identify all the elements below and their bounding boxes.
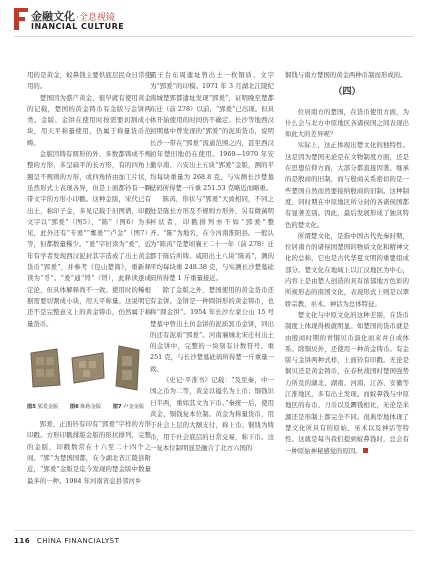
coin-figures xyxy=(27,338,151,398)
ying-yuan-gold-plate-image xyxy=(27,347,63,389)
paragraph: 除了金版之外，楚国使用的黄金货币还有金饼。金饼是一种圆饼形的黄金铸币，也称“圆金饼”。1954 年长沙左家公山 15 号楚墓中曾出土仿金饼的泥质冥币金饼，同出的还有泥质“郢爰”。河南襄城北宋庄村出土的金饼中，完整的一块刻有计数符号，重 251 克，与长沙楚墓砝码所得楚一斤重量一致。 xyxy=(150,285,274,373)
paragraph: 楚国因为盛产黄金，很早就有使用黄金的记载，楚国的黄金铸币有金版与金饼两类。金版、金饼在使用时按需要切割成小块，用天平称量使用，仍属于称量货币范畴。 xyxy=(27,93,151,147)
column-1 xyxy=(27,70,151,487)
paragraph: 实际上，这正体现出楚文化的独特性。这是因为楚国无论是在文物制度方面，还是在思想信仰方面，大部分都直接因袭、继承的是殷商的旧制，而与殷商关系密切的是一些楚国自然而然要接纳殷商的旧制。这种制度、同时期在中原地区所分封的各诸侯国都有显著差别。因此，最后发展形成了独具特色的楚文化。 xyxy=(285,141,409,229)
section-heading: （四） xyxy=(333,87,361,98)
footer-divider xyxy=(14,530,414,531)
paragraph-text: 楚文化与中原文化的这种差别，在货币制度上体现得极就明显。如楚国的货币就是由殷商时期的青铜贝币演化而来并自成体系。除铜贝外，还使用一种黄金铸币。有金版与金饼两种式样，上面钤有印戳。无论是铜贝还是黄金铸币，在春秋战国时楚国强势力所及的湖北、湖南、河南、江苏、安徽等江淮地区，多有出土发现。而蚁鼻钱与中原地区的布币、刀币以及圜钱相比，无论是来源还是形制上都完全不同。很典型地体现了楚文化所具有的原始、巫术以及神话等特性。这就是每当我们提到蚁鼻钱时，总会有一种原始神秘感觉的原因。 xyxy=(285,310,409,455)
paragraph: 金版因铸有圆形的外、多数都铸成不规整的方形，多呈扁平的长方形，有的四角上翘呈不规则的方形，或四角挤由加工片状，虽然形式上表现各异，但是上面都钤有一颗带文字的方形小印戳。这种金版，宋代已有出土，称印子金，多见记载于旧图谱，印戳文字以“郢爰”（图5）、“陈”（图6）为多见，此外还有“专爰”“鄟爰”“卢金”（图7）等，但都数量稀少。“爰”字旧读为“爰”，近年有学者发现西汉泥封其字造成了出土黄金货币“郢爰”，并参考《包山楚简》，重新释读为“寽”。“爰”通“锊”（锊），此释读逐成定论，但具体解释尚不一致。使用时的稀根据需要切割成小块，用天平称量。这说明它还不是完整意义上的黄金铸币，仍然属于称量货币。 xyxy=(27,150,151,328)
page-number: 116 xyxy=(14,537,31,545)
lu-jin-gold-plate-image xyxy=(113,344,143,392)
chen-cheng-gold-plate-image xyxy=(69,350,107,386)
column-3 xyxy=(285,70,409,457)
paragraph: 用的是黄金，蚁鼻钱主要供底层民众日常使用的。 xyxy=(27,71,151,91)
column-2 xyxy=(150,70,274,454)
paragraph: 《史记·平准书》记载：“及至秦，中一国之币为二等，黄金以镒名为上币；铜钱识曰半两，重如其文为下币。”秦统一后，使用黄金、铜钱复本位制。黄金为称量货币，用于社会上层的大额支付，称上币；铜钱为铸币，用于社会底层的日常交易，称下币。这一复本位制明显是融合了北方六国的 xyxy=(150,376,274,452)
f-logo-icon xyxy=(14,8,28,30)
header-divider xyxy=(14,36,414,37)
magazine-name: CHINA FINANCIALYST xyxy=(36,537,120,545)
paragraph: 铜钱与南方楚国的黄金两种币制而形成的。 xyxy=(285,71,407,79)
paragraph: 郢爰，正面钤有印有“郢爰”字样的方形印戳。方形印戳排版金版的形状排列，完整的金版，印戳数常在十六至二十四个之间。“郢”为楚国国都，在今湖北省江陵县附近，“郢爰”金版是迄今发现的楚金版中数量最多的一种。1984 年河南省息县邻河乡 xyxy=(27,420,151,485)
page-footer xyxy=(14,537,119,545)
figure-caption: 图5 郢爰金版 图6 陈称金版 图7 卢金金版 xyxy=(27,403,145,410)
paragraph: 所谓楚文化，是指中国古代先秦时期，位居南方的诸侯国楚国的物质文化和精神文化的总称，它也是古代华夏文明的重要组成部分。楚文化在地域上以江汉地区为中心，内容上是由楚人创造的具有浓郁地方色彩的所视形态的南国文化，表现形式上则是以翠娇宗教、巫术、神话为总体特征。 xyxy=(285,231,409,308)
paragraph: 霸王台东周遗址曾出土一枚铜质、文字为“郢爰”的印模。1971 年 3 月湖北江陵纪南城楚郢都遗址发现“郢爰”，证明晚至楚都东迁（前 278）以前，“郢爰”已出现。但具体开始使用的时间仍不确定。长沙等地西汉初期墓中曾发现的“郢爰”的泥质货币，说明长沙一带在“郢爰”流通范围之内，甚至西汉初年楚旧地仍在使用。1969—1970 年安徽阜南、六安出土五块“郢爰”金版，测的平均每块重量为 268.8 克，与实测长沙楚墓砝码所得楚一斤重 251.53 克略近而略重。 xyxy=(150,71,274,192)
paragraph: 位居南方的楚国，在货币使用方面，为什么会与北方中原地区各诸侯国之间表现出如此大的差异呢？ xyxy=(285,107,409,139)
brand-title: 金融文化·全息视镜 xyxy=(31,10,115,23)
brand-subtitle: INANCIAL CULTURE xyxy=(31,22,125,31)
paragraph xyxy=(285,310,409,457)
article-end-mark-icon xyxy=(363,448,368,453)
paragraph: 陈爯，形状与“郢爰”大致相同，不同之处是陈长方形及不规则方形外，另有微菌明杯状者，印戳排列亦不如“郢爰”整齐。“陈”为地名，在今河南淮阳县。一般认为“陈爯”是楚顷襄王二十一年（前 278）迁都于陈后所铸。咸阳出土八块“陈爯”，测的平均每块重 248.38 克，与实测长沙楚墓砝码所得楚 1 斤重量接近。 xyxy=(150,195,274,283)
